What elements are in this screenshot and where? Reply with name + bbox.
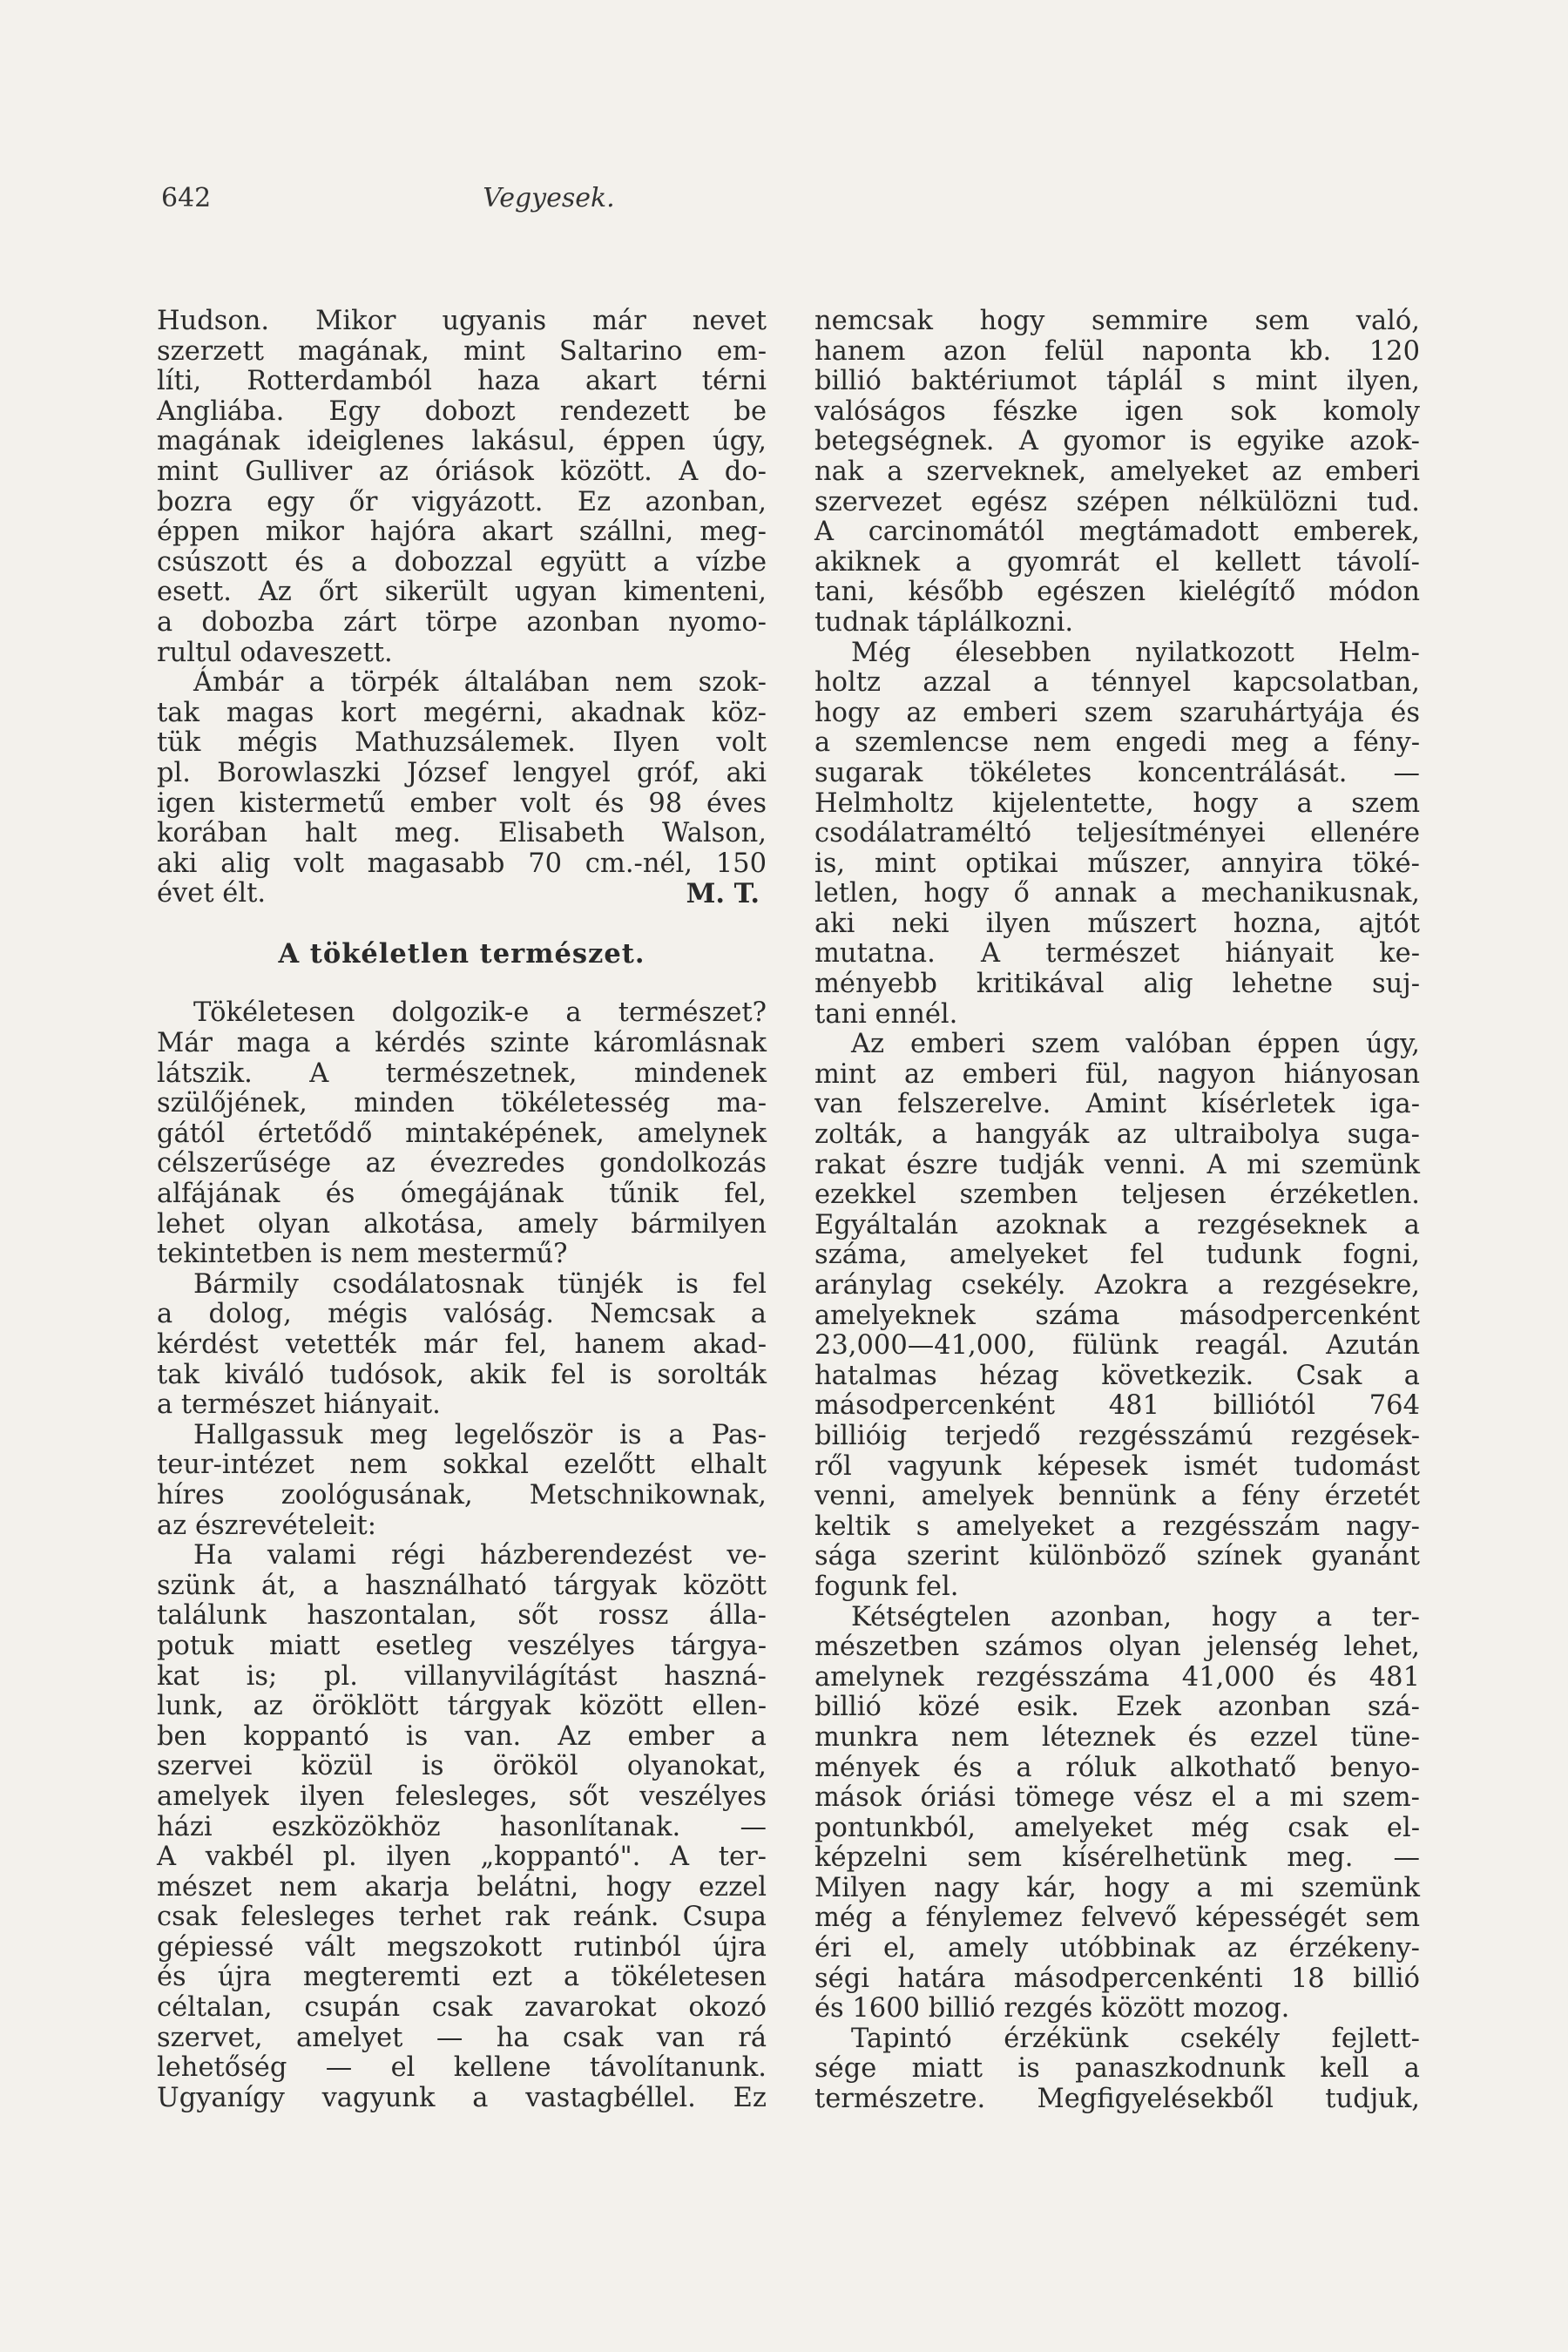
text-line: ezekkel szemben teljesen érzéketlen. (814, 1179, 1420, 1211)
text-line: 23,000—41,000, fülünk reagál. Azután (814, 1330, 1420, 1362)
text-line: kat is; pl. villanyvilágítást haszná- (157, 1660, 767, 1692)
text-line: és 1600 billió rezgés között mozog. (814, 1993, 1290, 2024)
text-line: lehet olyan alkotása, amely bármilyen (157, 1208, 767, 1240)
paragraph (814, 1030, 1420, 1602)
text-line: házi eszközökhöz hasonlítanak. — (157, 1811, 767, 1842)
paragraph (814, 1603, 1420, 2024)
text-line: Bármily csodálatosnak tünjék is fel (193, 1268, 767, 1300)
text-line: aki alig volt magasabb 70 cm.-nél, 150 (157, 848, 767, 879)
text-line: líti, Rotterdamból haza akart térni (157, 366, 767, 397)
text-line: mint Gulliver az óriások között. A do- (157, 456, 767, 487)
text-line: Hudson. Mikor ugyanis már nevet (157, 306, 767, 336)
text-line: pl. Borowlaszki József lengyel gróf, aki (157, 757, 767, 788)
paragraph (814, 2024, 1420, 2115)
text-line: Ámbár a törpék általában nem szok- (193, 667, 767, 699)
text-line: rultul odaveszett. (157, 637, 393, 668)
text-line: bozra egy őr vigyázott. Ez azonban, (157, 486, 767, 517)
text-line: zolták, a hangyák az ultraibolya suga- (814, 1119, 1420, 1151)
text-line: az észrevételeit: (157, 1510, 377, 1541)
text-line: Egyáltalán azoknak a rezgéseknek a (814, 1209, 1420, 1240)
text-line: a dolog, mégis valóság. Nemcsak a (157, 1299, 767, 1330)
text-line: még a fénylemez felvevő képességét sem (814, 1903, 1420, 1934)
text-line: száma, amelyeket fel tudunk fogni, (814, 1240, 1420, 1271)
text-line: a dobozba zárt törpe azonban nyomo- (157, 606, 767, 638)
text-line: éppen mikor hajóra akart szállni, meg- (157, 517, 767, 548)
text-line: Angliába. Egy dobozt rendezett be (157, 395, 767, 427)
right-column (814, 307, 1420, 2115)
text-line: tekintetben is nem mestermű? (157, 1239, 568, 1270)
text-line: mint az emberi fül, nagyon hiányosan (814, 1058, 1420, 1090)
text-line: munkra nem léteznek és ezzel tüne- (814, 1721, 1420, 1753)
text-line: hanem azon felül naponta kb. 120 (814, 335, 1420, 367)
text-line: nemcsak hogy semmire sem való, (814, 306, 1420, 336)
paragraph (157, 668, 767, 879)
text-line: A vakbél pl. ilyen „koppantó". A ter- (157, 1842, 767, 1873)
text-line: tak kiváló tudósok, akik fel is sorolták (157, 1359, 767, 1390)
text-line: ségi határa másodpercenkénti 18 billió (814, 1963, 1420, 1994)
text-line: sugarak tökéletes koncentrálását. — (814, 757, 1420, 788)
text-line: tak magas kort megérni, akadnak köz- (157, 697, 767, 728)
text-line: billió közé esik. Ezek azonban szá- (814, 1692, 1420, 1723)
text-line: Már maga a kérdés szinte káromlásnak (157, 1028, 767, 1059)
text-line: mások óriási tömege vész el a mi szem- (814, 1782, 1420, 1814)
paragraph (157, 307, 767, 668)
text-line: Az emberi szem valóban éppen úgy, (851, 1029, 1420, 1060)
text-line: a szemlencse nem engedi meg a fény- (814, 727, 1420, 759)
page-header (161, 183, 936, 218)
text-line: fogunk fel. (814, 1571, 959, 1602)
text-line: csodálatraméltó teljesítményei ellenére (814, 818, 1420, 849)
text-line: hatalmas hézag következik. Csak a (814, 1360, 1420, 1391)
text-line: szülőjének, minden tökéletesség ma- (157, 1088, 767, 1119)
author-signature: M. T. (686, 878, 760, 910)
text-line: mutatna. A természet hiányait ke- (814, 938, 1420, 970)
text-line: alfájának és ómegájának tűnik fel, (157, 1179, 767, 1210)
text-line: valóságos fészke igen sok komoly (814, 395, 1420, 427)
text-line: Hallgassuk meg legelőször is a Pas- (193, 1419, 767, 1450)
text-line: nak a szerveknek, amelyeket az emberi (814, 456, 1420, 487)
text-line: lunk, az öröklött tárgyak között ellen- (157, 1691, 767, 1722)
text-line: Milyen nagy kár, hogy a mi szemünk (814, 1872, 1420, 1903)
text-line: betegségnek. A gyomor is egyike azok- (814, 426, 1420, 457)
text-line: szervei közül is örököl olyanokat, (157, 1751, 767, 1782)
text-line: szervet, amelyet — ha csak van rá (157, 2022, 767, 2053)
section-title: A tökéletlen természet. (278, 937, 645, 970)
text-line: amelyek ilyen felesleges, sőt veszélyes (157, 1781, 767, 1812)
text-line: teur-intézet nem sokkal ezelőtt elhalt (157, 1450, 767, 1481)
text-line: aránylag csekély. Azokra a rezgésekre, (814, 1270, 1420, 1301)
text-line: magának ideiglenes lakásul, éppen úgy, (157, 426, 767, 457)
page-number: 642 (161, 183, 212, 213)
text-line: tani ennél. (814, 998, 958, 1030)
text-line: lehetőség — el kellene távolítanunk. (157, 2052, 767, 2084)
text-line: rakat észre tudják venni. A mi szemünk (814, 1149, 1420, 1180)
text-line: éri el, amely utóbbinak az érzékeny- (814, 1933, 1420, 1964)
text-line: amelyeknek száma másodpercenként (814, 1300, 1420, 1331)
text-line: látszik. A természetnek, mindenek (157, 1058, 767, 1089)
text-line: tudnak táplálkozni. (814, 606, 1074, 638)
signature-row (157, 879, 767, 909)
text-line: venni, amelyek bennünk a fény érzetét (814, 1481, 1420, 1512)
text-line: keltik s amelyeket a rezgésszám nagy- (814, 1511, 1420, 1542)
paragraph (157, 998, 767, 1269)
text-line: tük mégis Mathuzsálemek. Ilyen volt (157, 727, 767, 759)
text-line: a természet hiányait. (157, 1389, 441, 1421)
text-line: mészetben számos olyan jelenség lehet, (814, 1632, 1420, 1663)
paragraph (814, 307, 1420, 639)
text-line: mények és a róluk alkothatő benyo- (814, 1752, 1420, 1783)
text-line: gától értetődő mintaképének, amelynek (157, 1118, 767, 1149)
text-line: amelynek rezgésszáma 41,000 és 481 (814, 1661, 1420, 1693)
text-line: célszerűsége az évezredes gondolkozás (157, 1148, 767, 1179)
text-line: Tapintó érzékünk csekély fejlett- (851, 2023, 1420, 2054)
text-line: pontunkból, amelyeket még csak el- (814, 1812, 1420, 1843)
text-line: csúszott és a dobozzal együtt a vízbe (157, 546, 767, 578)
paragraph (157, 1421, 767, 1541)
text-line: tani, később egészen kielégítő módon (814, 577, 1420, 608)
text-line: szerzett magának, mint Saltarino em- (157, 335, 767, 367)
text-line: Még élesebben nyilatkozott Helm- (851, 637, 1420, 668)
text-line: letlen, hogy ő annak a mechanikusnak, (814, 878, 1420, 909)
text-line: másodpercenként 481 billiótól 764 (814, 1390, 1420, 1422)
paragraph (157, 1541, 767, 2113)
text-line: is, mint optikai műszer, annyira töké- (814, 848, 1420, 879)
text-line: esett. Az őrt sikerült ugyan kimenteni, (157, 577, 767, 608)
text-line: és újra megteremti ezt a tökéletesen (157, 1962, 767, 1993)
text-line: billióig terjedő rezgésszámú rezgések- (814, 1420, 1420, 1451)
text-line: Ha valami régi házberendezést ve- (193, 1540, 767, 1571)
text-line: csak felesleges terhet rak reánk. Csupa (157, 1902, 767, 1933)
text-line: híres zoológusának, Metschnikownak, (157, 1479, 767, 1511)
text-line: gépiessé vált megszokott rutinból újra (157, 1931, 767, 1963)
text-line: igen kistermetű ember volt és 98 éves (157, 787, 767, 819)
text-line: szünk át, a használható tárgyak között (157, 1570, 767, 1601)
text-line: Helmholtz kijelentette, hogy a szem (814, 787, 1420, 819)
paragraph (157, 1270, 767, 1421)
text-line: billió baktériumot táplál s mint ilyen, (814, 366, 1420, 397)
running-title: Vegyesek. (483, 183, 615, 213)
text-line: korában halt meg. Elisabeth Walson, (157, 818, 767, 849)
text-line: mészet nem akarja belátni, hogy ezzel (157, 1871, 767, 1903)
text-line: akiknek a gyomrát el kellett távolí- (814, 546, 1420, 578)
text-line: aki neki ilyen műszert hozna, ajtót (814, 908, 1420, 939)
text-line: képzelni sem kísérelhetünk meg. — (814, 1842, 1420, 1874)
text-line: találunk haszontalan, sőt rossz álla- (157, 1600, 767, 1632)
paragraph-last-line: évet élt. (157, 878, 267, 909)
left-column (157, 307, 767, 2113)
text-line: természetre. Megfigyelésekből tudjuk, (814, 2084, 1420, 2115)
text-line: potuk miatt esetleg veszélyes tárgya- (157, 1630, 767, 1661)
text-line: A carcinomától megtámadott emberek, (814, 517, 1420, 548)
text-line: hogy az emberi szem szaruhártyája és (814, 697, 1420, 728)
text-line: szervezet egész szépen nélkülözni tud. (814, 486, 1420, 517)
text-line: ményebb kritikával alig lehetne suj- (814, 969, 1420, 1000)
text-line: Ugyanígy vagyunk a vastagbéllel. Ez (157, 2082, 767, 2113)
text-line: kérdést vetették már fel, hanem akad- (157, 1329, 767, 1360)
text-line: Tökéletesen dolgozik-e a természet? (193, 997, 767, 1029)
text-line: holtz azzal a ténnyel kapcsolatban, (814, 667, 1420, 699)
text-line: van felszerelve. Amint kísérletek iga- (814, 1089, 1420, 1120)
text-line: ről vagyunk képesek ismét tudomást (814, 1450, 1420, 1482)
text-line: ben koppantó is van. Az ember a (157, 1720, 767, 1752)
text-line: céltalan, csupán csak zavarokat okozó (157, 1992, 767, 2024)
paragraph (814, 639, 1420, 1031)
text-line: sége miatt is panaszkodnunk kell a (814, 2053, 1420, 2085)
text-line: sága szerint különböző színek gyanánt (814, 1541, 1420, 1572)
text-line: Kétségtelen azonban, hogy a ter- (851, 1601, 1420, 1632)
